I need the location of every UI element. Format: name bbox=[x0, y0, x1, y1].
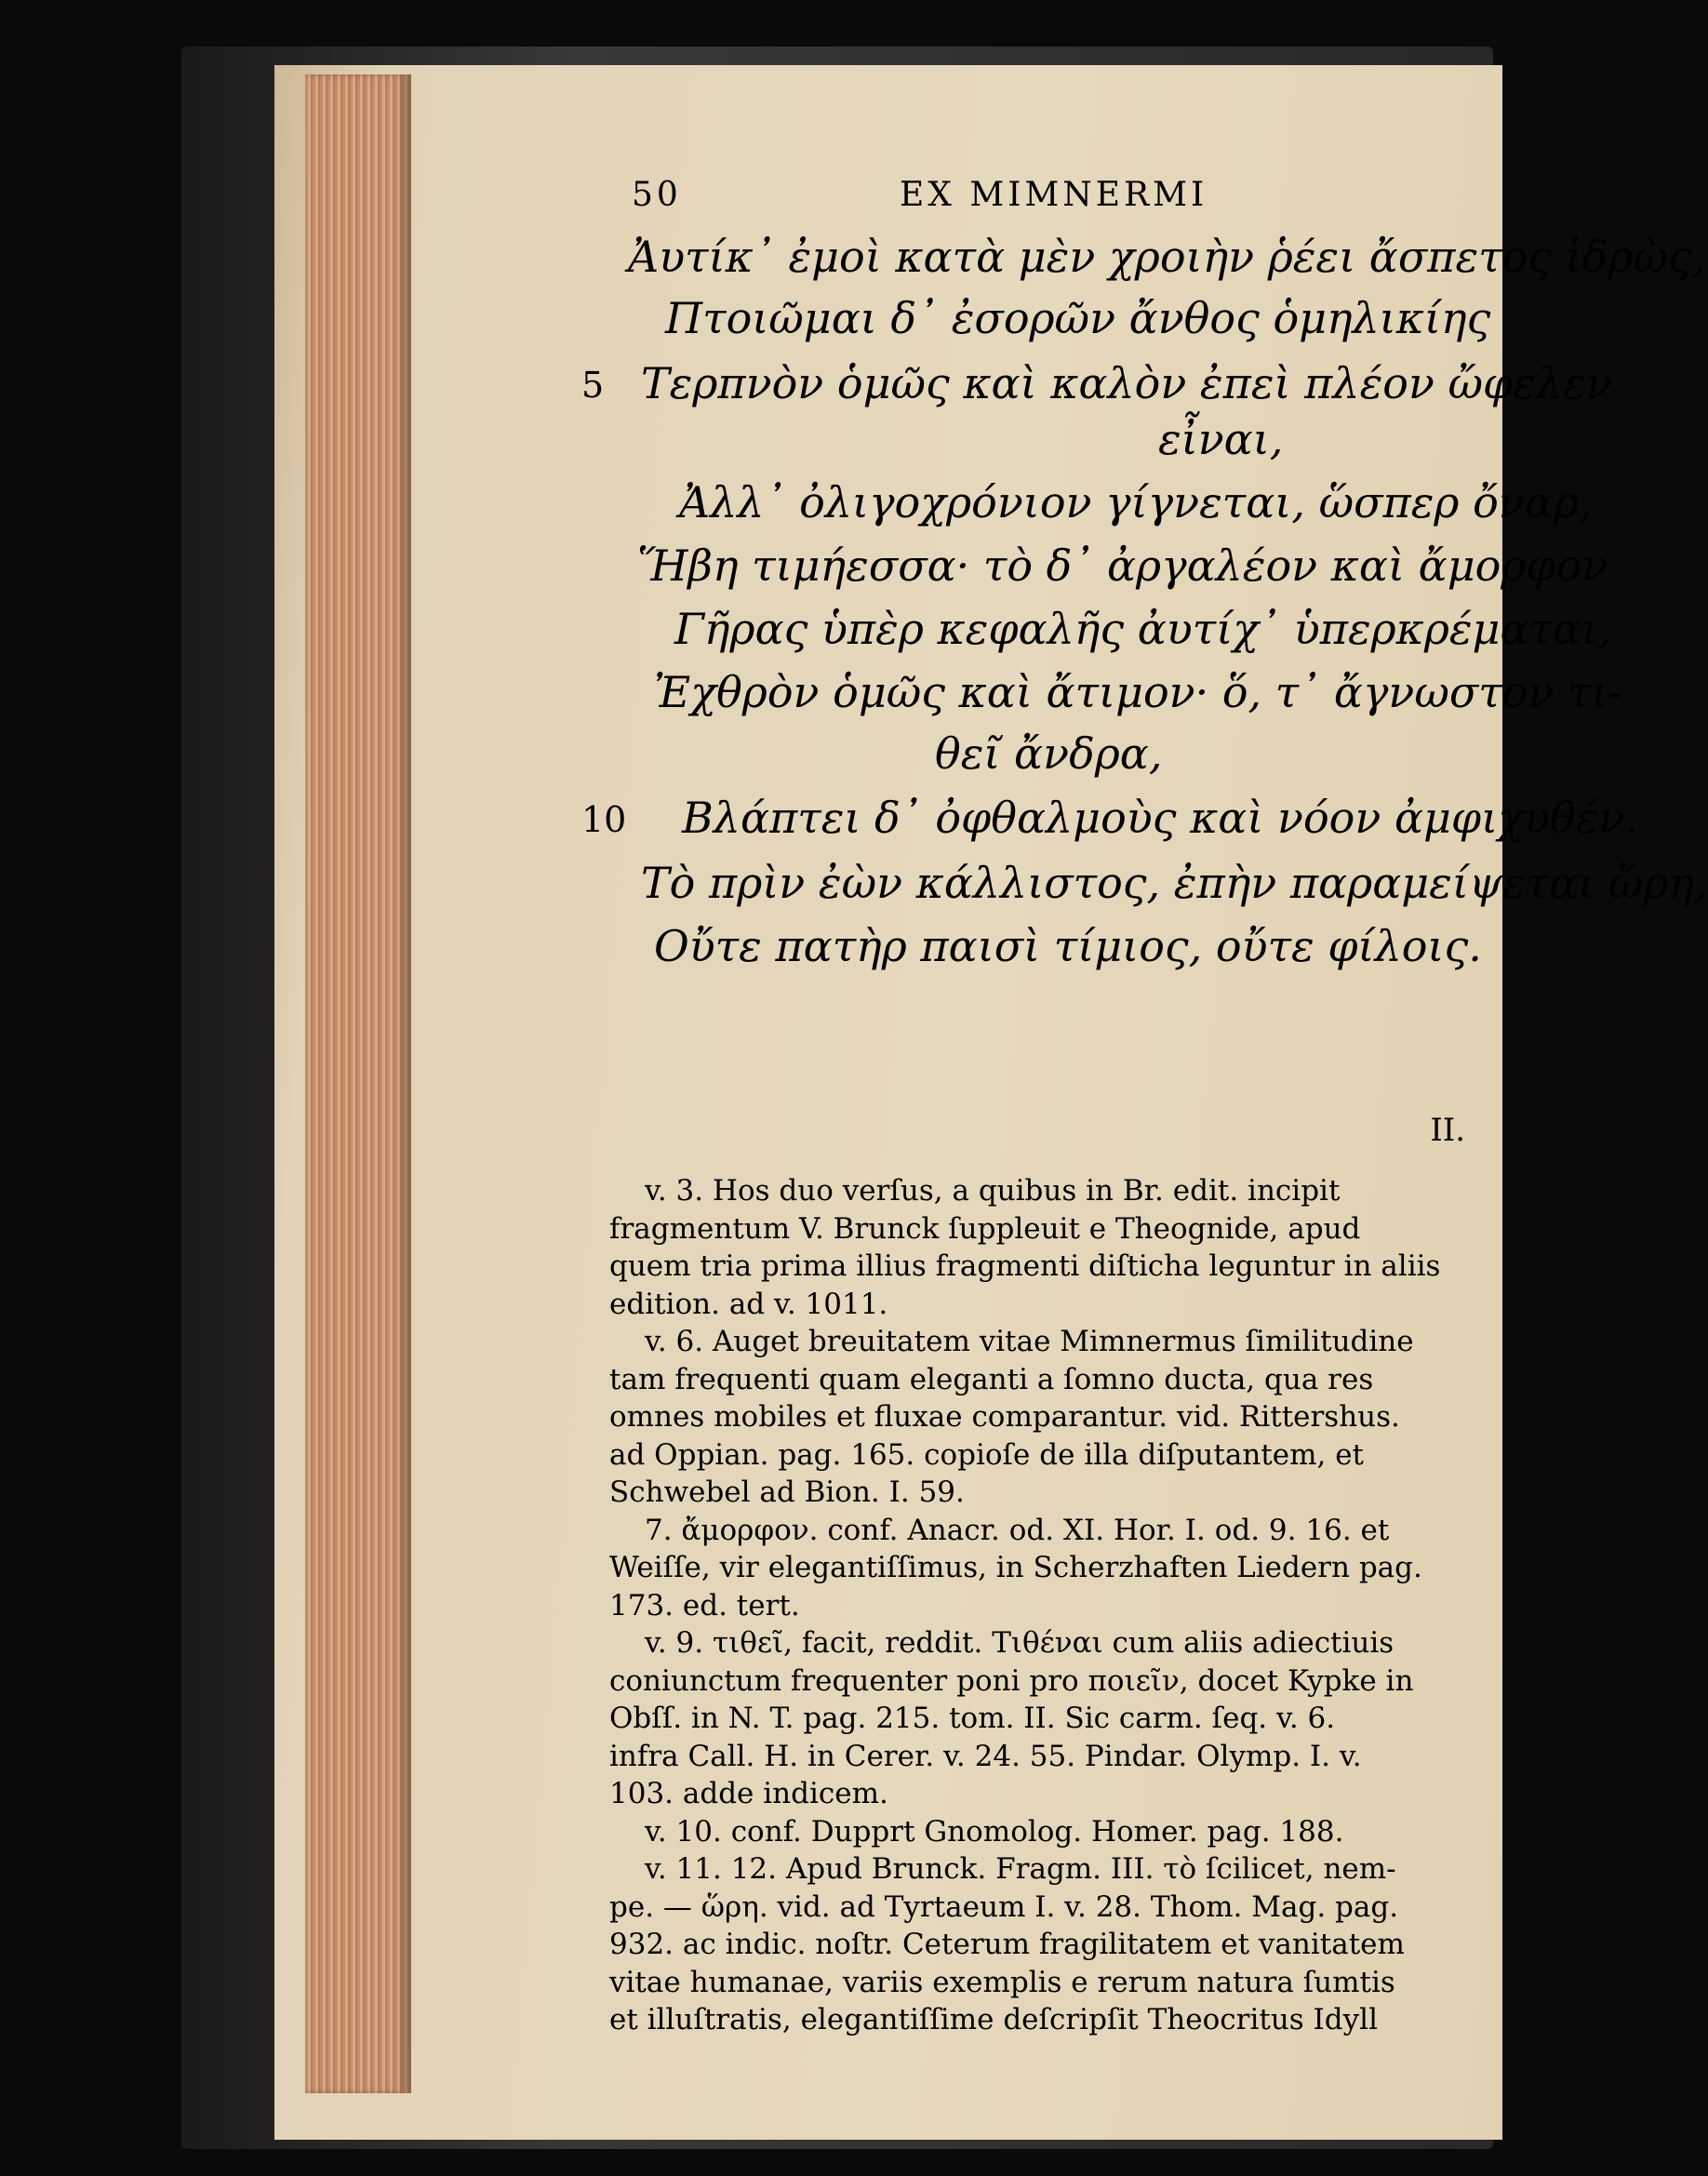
verse-number: 5 bbox=[581, 365, 605, 406]
verse-text: Ἐχθρὸν ὁμῶς καὶ ἄτιμον· ὅ, τ᾽ ἄγνωστον τι- bbox=[654, 667, 1623, 717]
verse-text: εἶναι, bbox=[1158, 414, 1284, 464]
page-edges bbox=[305, 74, 407, 2093]
stanza-marker: II. bbox=[1430, 1112, 1465, 1149]
footnote-line: omnes mobiles et fluxae comparantur. vid. Rittershus. bbox=[609, 1400, 1400, 1434]
footnote-line: ad Oppian. pag. 165. copioſe de illa diſputantem, et bbox=[609, 1437, 1365, 1472]
verse-text: θεῖ ἄνδρα, bbox=[935, 728, 1163, 779]
verse-text: Πτοιῶμαι δ᾽ ἐσορῶν ἄνθος ὁμηλικίης bbox=[665, 293, 1491, 343]
footnote-line: v. 6. Auget breuitatem vitae Mimnermus ſimilitudine bbox=[645, 1325, 1414, 1358]
footnote-line: coniunctum frequenter poni pro ποιεῖν, docet Kypke in bbox=[609, 1663, 1414, 1698]
verse-text: Οὔτε πατὴρ παισὶ τίμιος, οὔτε φίλοις. bbox=[654, 921, 1482, 971]
footnote-line: Schwebel ad Bion. I. 59. bbox=[609, 1475, 965, 1509]
page-header bbox=[609, 172, 1447, 219]
footnote-line: fragmentum V. Brunck ſuppleuit e Theognide, apud bbox=[609, 1211, 1361, 1246]
verse-number: 10 bbox=[581, 799, 627, 840]
footnote-line: et illuſtratis, elegantiſſime deſcripſit Theocritus Idyll bbox=[609, 2003, 1378, 2036]
verse-text: Ἀλλ᾽ ὀλιγοχρόνιον γίγνεται, ὥσπερ ὄναρ, bbox=[679, 477, 1593, 527]
footnote-line: quem tria prima illius fragmenti diſticha leguntur in aliis bbox=[609, 1249, 1441, 1283]
verse-text: Τερπνὸν ὁμῶς καὶ καλὸν ἐπεὶ πλέον ὤφελεν bbox=[641, 358, 1612, 408]
page-number: 50 bbox=[632, 176, 682, 214]
footnote-line: infra Call. H. in Cerer. v. 24. 55. Pindar. Olymp. I. v. bbox=[609, 1739, 1362, 1773]
footnote-line: v. 11. 12. Apud Brunck. Fragm. III. τὸ ſcilicet, nem- bbox=[645, 1852, 1396, 1886]
footnote-line: 932. ac indic. noſtr. Ceterum fragilitatem et vanitatem bbox=[609, 1928, 1405, 1961]
verse-text: Τὸ πρὶν ἐὼν κάλλιστος, ἐπὴν παραμείψεται ὥρη, bbox=[641, 858, 1708, 908]
verse-text: Βλάπτει δ᾽ ὀφθαλμοὺς καὶ νόον ἀμφιχυθέν. bbox=[682, 793, 1638, 843]
footnote-line: tam frequenti quam eleganti a ſomno ducta, qua res bbox=[609, 1362, 1374, 1396]
verse-text: Ἀυτίκ᾽ ἐμοὶ κατὰ μὲν χροιὴν ῥέει ἄσπετος ἱδρὼς, bbox=[628, 232, 1706, 282]
running-title: EX MIMNERMI bbox=[900, 176, 1208, 214]
verse-text: Ἥβη τιμήεσσα· τὸ δ᾽ ἀργαλέον καὶ ἄμορφον bbox=[637, 541, 1608, 591]
footnote-line: 103. adde indicem. bbox=[609, 1777, 888, 1810]
footnote-line: 7. ἄμορφον. conf. Anacr. od. XI. Hor. I. od. 9. 16. et bbox=[645, 1513, 1390, 1547]
footnote-line: vitae humanae, variis exemplis e rerum natura ſumtis bbox=[609, 1965, 1395, 1999]
footnote-line: v. 3. Hos duo verſus, a quibus in Br. edit. incipit bbox=[645, 1174, 1341, 1208]
footnote-line: pe. — ὥρη. vid. ad Tyrtaeum I. v. 28. Thom. Mag. pag. bbox=[609, 1889, 1399, 1924]
footnote-line: v. 9. τιθεῖ, facit, reddit. Τιθέναι cum aliis adiectiuis bbox=[645, 1626, 1394, 1660]
footnote-line: 173. ed. tert. bbox=[609, 1588, 800, 1622]
verse-text: Γῆρας ὑπὲρ κεφαλῆς ἀυτίχ᾽ ὑπερκρέμαται, bbox=[674, 604, 1612, 654]
footnote-line: Weiſſe, vir elegantiſſimus, in Scherzhaften Liedern pag. bbox=[609, 1551, 1422, 1584]
footnote-line: Obſſ. in N. T. pag. 215. tom. II. Sic carm. ſeq. v. 6. bbox=[609, 1702, 1336, 1735]
footnote-line: edition. ad v. 1011. bbox=[609, 1287, 888, 1321]
footnote-line: v. 10. conf. Dupprt Gnomolog. Homer. pag. 188. bbox=[645, 1814, 1344, 1849]
page-gutter bbox=[407, 74, 411, 2093]
